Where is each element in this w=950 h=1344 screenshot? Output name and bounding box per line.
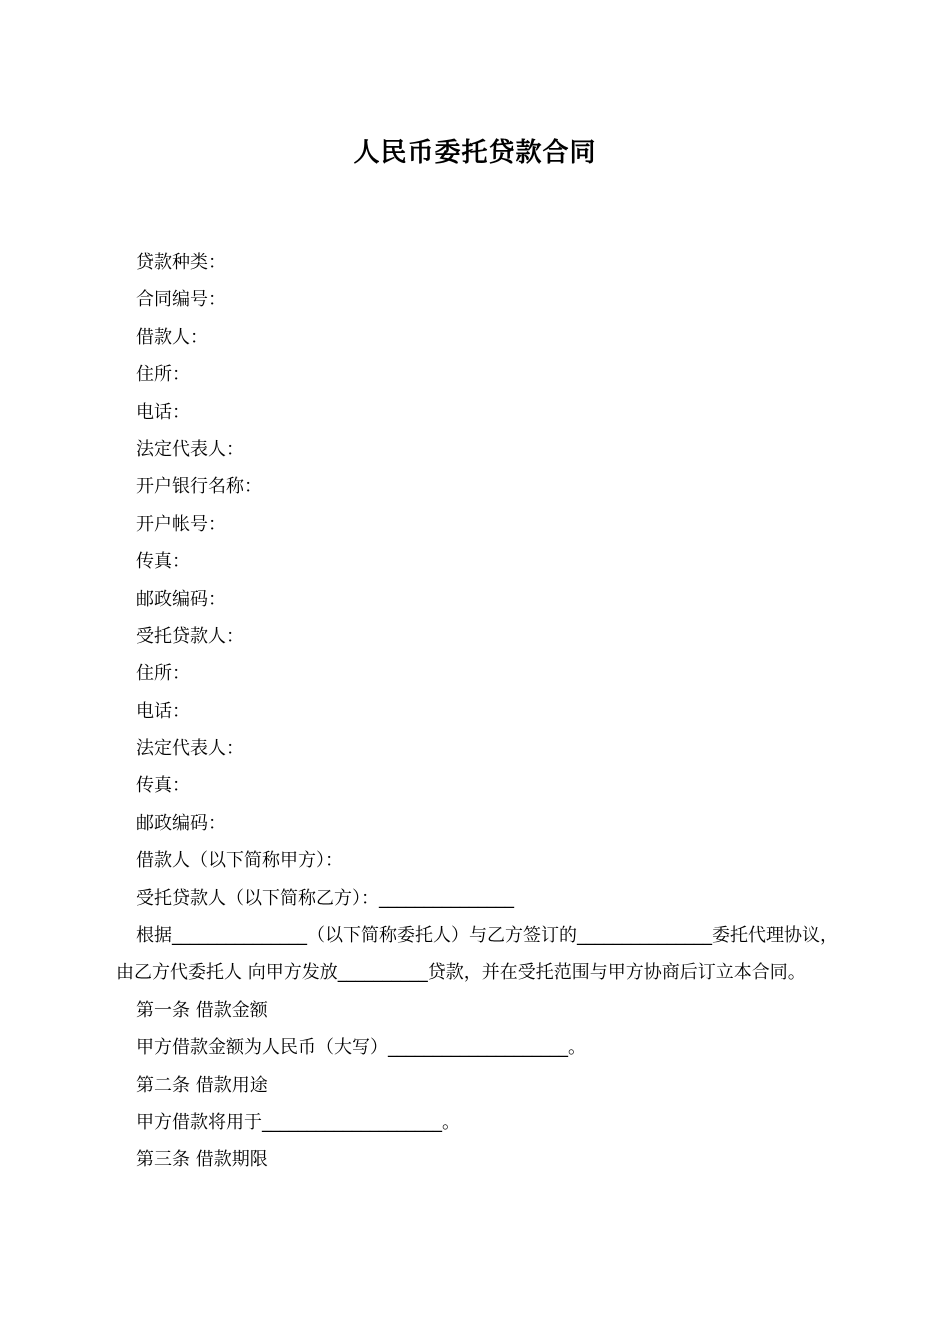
field-contract-number: 合同编号： xyxy=(136,289,226,311)
field-trustee-address: 住所： xyxy=(136,663,190,685)
field-trustee-phone: 电话： xyxy=(136,700,190,722)
field-borrower: 借款人： xyxy=(136,326,208,348)
field-trustee-legal-rep: 法定代表人： xyxy=(136,738,244,760)
field-borrower-address: 住所： xyxy=(136,364,190,386)
field-borrower-fax: 传真： xyxy=(136,551,190,573)
field-party-a: 借款人（以下简称甲方）： xyxy=(136,850,343,872)
field-bank-account: 开户帐号： xyxy=(136,513,226,535)
intro-paragraph: 根据_______________（以下简称委托人）与乙方签订的_______________委托代理协议，由乙方代委托人 向甲方发放__________贷款，并在受托范围与甲方协商后订立本合同。 xyxy=(116,925,838,984)
field-trustee-fax: 传真： xyxy=(136,775,190,797)
field-borrower-phone: 电话： xyxy=(136,401,190,423)
field-borrower-postcode: 邮政编码： xyxy=(136,588,226,610)
field-trustee-postcode: 邮政编码： xyxy=(136,812,226,834)
field-borrower-legal-rep: 法定代表人： xyxy=(136,438,244,460)
article-2-text: 甲方借款将用于____________________。 xyxy=(136,1112,460,1134)
field-bank-name: 开户银行名称： xyxy=(136,476,262,498)
document-title: 人民币委托贷款合同 xyxy=(353,138,597,168)
field-loan-type: 贷款种类： xyxy=(136,252,226,273)
field-trustee-lender: 受托贷款人： xyxy=(136,625,244,647)
article-2-heading: 第二条 借款用途 xyxy=(136,1074,268,1096)
article-3-heading: 第三条 借款期限 xyxy=(136,1149,268,1171)
article-1-text: 甲方借款金额为人民币（大写）____________________。 xyxy=(136,1037,586,1059)
article-1-heading: 第一条 借款金额 xyxy=(136,999,268,1021)
field-party-b: 受托贷款人（以下简称乙方）：_______________ xyxy=(136,887,514,909)
document-body xyxy=(116,244,838,1179)
